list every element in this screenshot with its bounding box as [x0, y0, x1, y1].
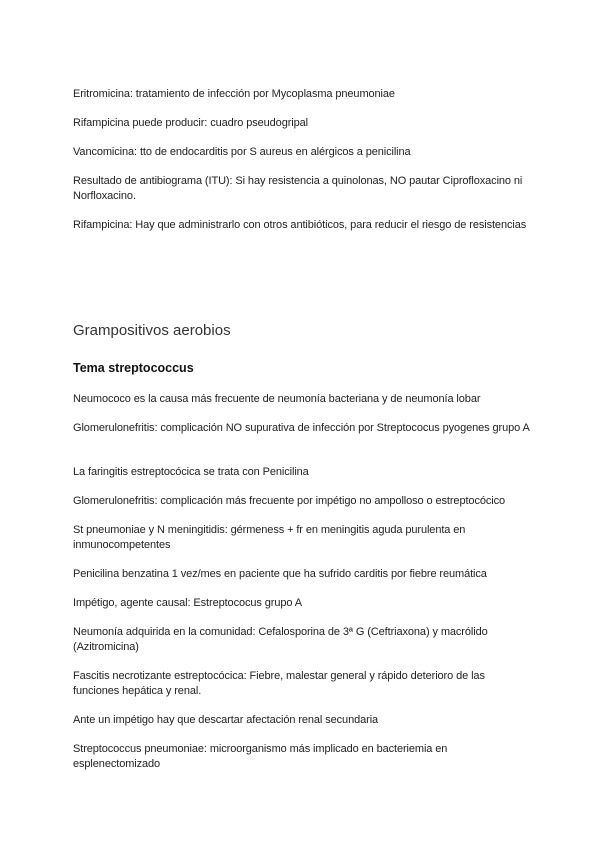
note-antibiograma-itu: Resultado de antibiograma (ITU): Si hay resistencia a quinolonas, NO pautar Ciprofloxacino ni Norfloxacino. [73, 175, 523, 202]
note-meningitis: St pneumoniae y N meningitidis: gérmeness + fr en meningitis aguda purulenta en inmunocompetentes [73, 524, 466, 551]
note-neumonia-comunidad: Neumonía adquirida en la comunidad: Cefalosporina de 3ª G (Ceftriaxona) y macrólido (Azitromicina) [73, 626, 488, 653]
section-subtitle: Tema streptococcus [73, 361, 194, 375]
note-rifampicina-pseudogripal: Rifampicina puede producir: cuadro pseudogripal [73, 117, 309, 129]
note-impetigo-renal: Ante un impétigo hay que descartar afectación renal secundaria [73, 714, 379, 726]
note-bacteriemia: Streptococcus pneumoniae: microorganismo más implicado en bacteriemia en esplenectomizado [73, 743, 448, 770]
note-eritromicina: Eritromicina: tratamiento de infección por Mycoplasma pneumoniae [73, 88, 395, 100]
note-impetigo-agente: Impétigo, agente causal: Estreptococus grupo A [73, 597, 302, 609]
note-faringitis: La faringitis estreptocócica se trata con Penicilina [73, 466, 309, 478]
note-neumococo: Neumococo es la causa más frecuente de neumonía bacteriana y de neumonía lobar [73, 393, 481, 405]
note-rifampicina-resistencias: Rifampicina: Hay que administrarlo con otros antibióticos, para reducir el riesgo de resistencias [73, 219, 527, 231]
note-glomerulonefritis-impetigo: Glomerulonefritis: complicación más frecuente por impétigo no ampolloso o estreptocócico [73, 495, 506, 507]
section-title: Grampositivos aerobios [73, 322, 231, 339]
note-vancomicina: Vancomicina: tto de endocarditis por S aureus en alérgicos a penicilina [73, 146, 411, 158]
note-glomerulonefritis-no-supurativa: Glomerulonefritis: complicación NO supurativa de infección por Streptococus pyogenes grupo A [73, 422, 530, 434]
note-fascitis: Fascitis necrotizante estreptocócica: Fiebre, malestar general y rápido deterioro de las funciones hepática y renal. [73, 670, 485, 697]
note-penicilina-benzatina: Penicilina benzatina 1 vez/mes en paciente que ha sufrido carditis por fiebre reumática [73, 568, 487, 580]
